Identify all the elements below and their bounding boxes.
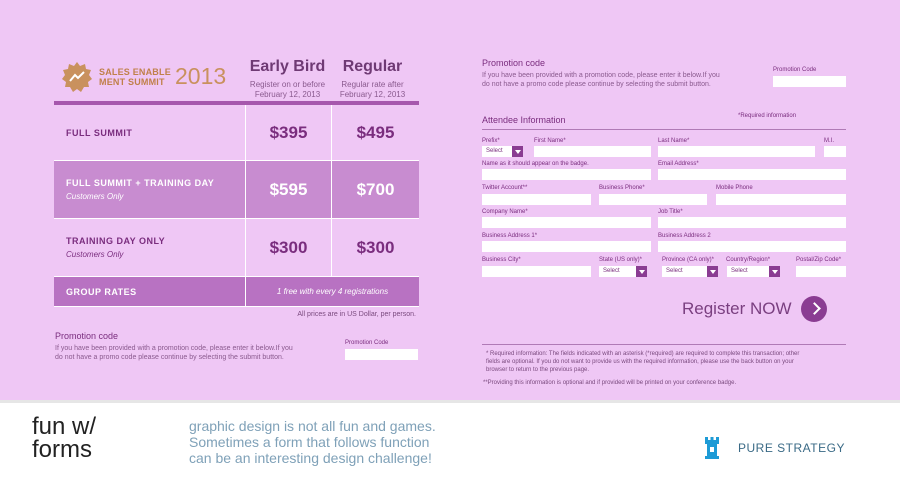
province-select[interactable]: Select (662, 266, 718, 277)
logo-year: 2013 (175, 63, 227, 89)
mobile-phone-field[interactable] (716, 194, 846, 205)
twitter-label: Twitter Account** (482, 185, 528, 191)
section-divider (482, 129, 846, 130)
mi-field[interactable] (824, 146, 846, 157)
group-rates-note: 1 free with every 4 registrations (276, 287, 389, 296)
early-price: $300 (246, 219, 332, 276)
prefix-select[interactable]: Select (482, 146, 523, 157)
package-note: Customers Only (66, 192, 124, 201)
promo-text: If you have been provided with a promotion code, please enter it below.If you do not have a promo code please continue by selecting the submit button. (55, 345, 293, 361)
address2-field[interactable] (658, 241, 846, 252)
package-name: GROUP RATES (66, 286, 137, 297)
twitter-field[interactable] (482, 194, 591, 205)
pricing-row (54, 161, 419, 219)
promo-code-input[interactable] (345, 349, 418, 360)
city-field[interactable] (482, 266, 591, 277)
logo-wordmark: SALES ENABLE MENT SUMMIT (99, 67, 171, 87)
package-name: TRAINING DAY ONLY (66, 236, 166, 246)
business-phone-label: Business Phone* (599, 185, 645, 191)
promo-title: Promotion code (482, 58, 546, 68)
package-note: Customers Only (66, 250, 124, 259)
required-footnote: * Required information: The fields indicated with an asterisk (*required) are required to complete this transaction; other fields are optional. If you do not want to provide us with the required information, please use the back button on your browser to return to the previous page. (486, 351, 800, 373)
badge-name-label: Name as it should appear on the badge. (482, 161, 589, 167)
address2-label: Business Address 2 (658, 233, 711, 239)
register-now-button[interactable] (682, 296, 827, 322)
brand (704, 437, 845, 459)
caption-title: fun w/ forms (32, 413, 97, 463)
prefix-label: Prefix* (482, 138, 500, 144)
country-label: Country/Region* (726, 257, 771, 263)
tower-icon (704, 437, 720, 459)
badge-name-field[interactable] (482, 169, 651, 180)
early-price: $395 (246, 105, 332, 160)
regular-price: $300 (356, 237, 395, 257)
register-label: Register NOW (682, 299, 792, 318)
province-label: Province (CA only)* (662, 257, 715, 263)
section-divider (482, 344, 846, 345)
address1-field[interactable] (482, 241, 651, 252)
first-name-field[interactable] (534, 146, 651, 157)
caption-description: graphic design is not all fun and games. Sometimes a form that follows function can be an interesting design challenge! (189, 418, 436, 466)
brand-name: PURE STRATEGY (738, 441, 845, 455)
package-name: FULL SUMMIT (66, 127, 133, 138)
early-bird-header: Early Bird Register on or before February 12, 2013 (249, 58, 326, 99)
promo-text: If you have been provided with a promotion code, please enter it below.If you do not have a promo code please continue by selecting the submit button. (482, 72, 720, 88)
group-rates-row (54, 277, 419, 307)
postal-field[interactable] (796, 266, 846, 277)
business-phone-field[interactable] (599, 194, 707, 205)
address1-label: Business Address 1* (482, 233, 538, 239)
pricing-row (54, 219, 419, 277)
early-price: $595 (246, 161, 332, 218)
summit-logo (62, 62, 237, 92)
last-name-label: Last Name* (658, 138, 690, 144)
postal-label: Postal/Zip Code* (796, 257, 842, 263)
chevron-down-icon (707, 266, 718, 277)
regular-price: $700 (356, 179, 395, 199)
package-name: FULL SUMMIT + TRAINING DAY (66, 178, 215, 188)
mobile-phone-label: Mobile Phone (716, 185, 753, 191)
optional-footnote: **Providing this information is optional and if provided will be printed on your conference badge. (483, 380, 737, 386)
pricing-row (54, 105, 419, 161)
regular-price: $495 (356, 122, 395, 142)
mi-label: M.I. (824, 138, 834, 144)
state-label: State (US only)* (599, 257, 643, 263)
required-note: *Required information (738, 113, 797, 119)
city-label: Business City* (482, 257, 521, 263)
job-title-label: Job Title* (658, 209, 683, 215)
seal-icon (62, 62, 92, 92)
pricing-table (54, 101, 419, 307)
chevron-down-icon (636, 266, 647, 277)
attendee-title: Attendee Information (482, 115, 566, 125)
email-label: Email Address* (658, 161, 699, 167)
promo-code-input[interactable] (773, 76, 846, 87)
company-field[interactable] (482, 217, 651, 228)
chevron-down-icon (512, 146, 523, 157)
regular-header: Regular Regular rate after February 12, 2013 (339, 58, 406, 99)
company-label: Company Name* (482, 209, 528, 215)
promo-code-label: Promotion Code (773, 67, 817, 73)
state-select[interactable]: Select (599, 266, 647, 277)
country-select[interactable]: Select (727, 266, 780, 277)
arrow-right-icon[interactable] (801, 296, 827, 322)
currency-note: All prices are in US Dollar, per person. (297, 311, 416, 318)
email-field[interactable] (658, 169, 846, 180)
promo-code-label: Promotion Code (345, 340, 389, 346)
first-name-label: First Name* (534, 138, 566, 144)
chevron-down-icon (769, 266, 780, 277)
promo-title: Promotion code (55, 331, 119, 341)
last-name-field[interactable] (658, 146, 815, 157)
job-title-field[interactable] (658, 217, 846, 228)
